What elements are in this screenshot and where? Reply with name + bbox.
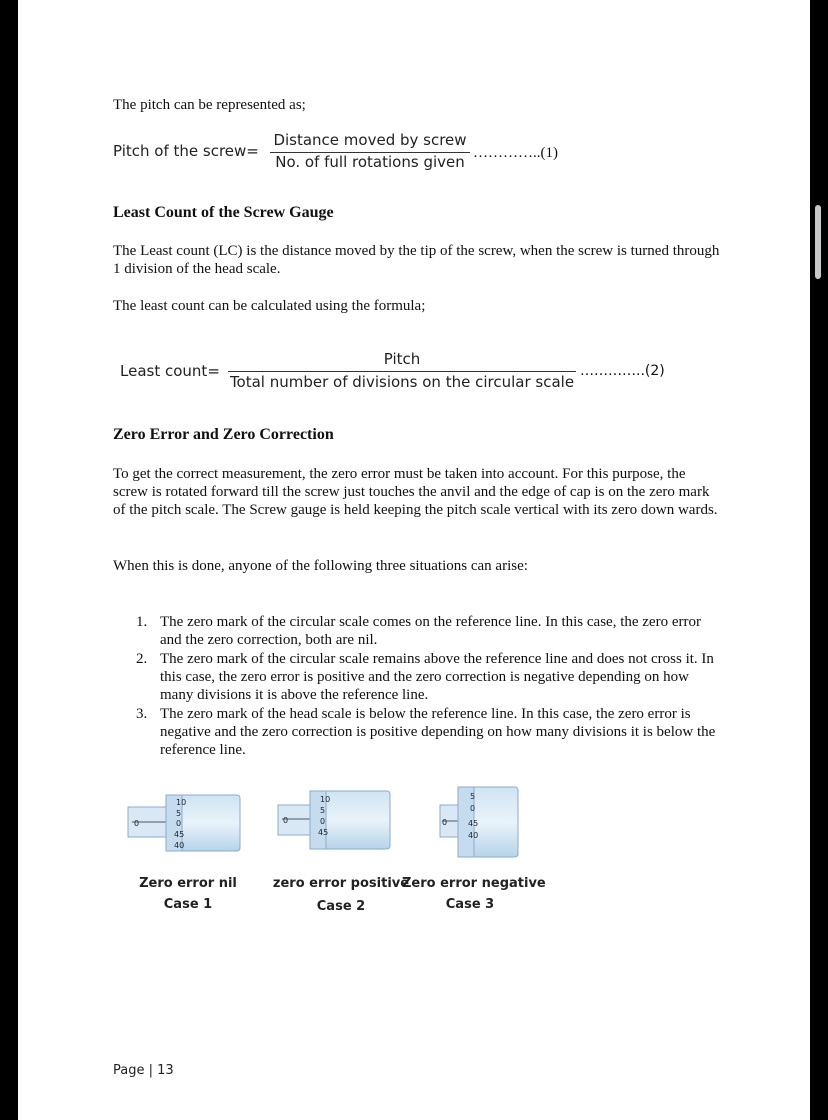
main-scale-zero: 0 (283, 816, 289, 825)
screw-gauge-case1-figure (126, 785, 242, 861)
scale-label: 0 (176, 819, 182, 828)
list-number: 3. (136, 706, 148, 722)
page-number: Page | 13 (113, 1063, 174, 1078)
scale-label: 45 (174, 830, 185, 839)
section2-heading: Zero Error and Zero Correction (113, 426, 334, 443)
list-number: 2. (136, 651, 148, 667)
section2-para2: When this is done, anyone of the following three situations can arise: (113, 558, 528, 574)
scale-label: 5 (470, 792, 476, 801)
formula2-denominator: Total number of divisions on the circular scale (229, 373, 575, 391)
figure3-case: Case 3 (445, 897, 495, 912)
formula2-fraction-bar (228, 371, 576, 372)
vertical-scrollbar[interactable] (815, 205, 821, 279)
document-page (18, 0, 810, 1120)
scale-label: 0 (320, 817, 326, 826)
section1-heading: Least Count of the Screw Gauge (113, 204, 334, 221)
scale-label: 10 (176, 798, 187, 807)
scale-label: 45 (318, 828, 329, 837)
scale-label: 5 (176, 809, 182, 818)
formula1-lhs: Pitch of the screw= (113, 142, 259, 160)
formula2-lhs: Least count= (120, 362, 220, 380)
section1-para1: The Least count (LC) is the distance moved by the tip of the screw, when the screw is turned through 1 division of the head scale. (113, 243, 720, 277)
list-number: 1. (136, 614, 148, 630)
intro-text: The pitch can be represented as; (113, 97, 306, 113)
main-scale-zero: 0 (442, 818, 448, 827)
main-scale-zero: 0 (134, 819, 140, 828)
figure1-caption: Zero error nil (139, 876, 237, 891)
formula2-numerator: Pitch (383, 350, 421, 368)
scale-label: 45 (468, 819, 479, 828)
list-text: The zero mark of the circular scale comes on the reference line. In this case, the zero error and the zero correction, both are nil. (160, 614, 701, 648)
formula1-ref: …………..(1) (473, 145, 558, 161)
section1-para2: The least count can be calculated using the formula; (113, 298, 426, 314)
scale-label: 40 (468, 831, 479, 840)
formula1-denominator: No. of full rotations given (275, 153, 465, 171)
list-text: The zero mark of the circular scale remains above the reference line and does not cross it. In this case, the zero error is positive and the zero correction is negative depending on how many divisions it is above the reference line. (160, 651, 714, 703)
scale-label: 10 (320, 795, 331, 804)
scale-label: 40 (174, 841, 185, 850)
screw-gauge-case3-figure (438, 785, 522, 861)
scale-label: 5 (320, 806, 326, 815)
figure3-caption: Zero error negative (402, 876, 546, 891)
figure2-caption: zero error positive (272, 876, 410, 891)
figure1-case: Case 1 (163, 897, 213, 912)
figure2-case: Case 2 (316, 899, 366, 914)
formula2-ref: …………..(2) (580, 363, 665, 379)
screw-gauge-case2-figure (276, 785, 392, 861)
list-text: The zero mark of the head scale is below the reference line. In this case, the zero error is negative and the zero correction is positive depending on how many divisions it is below the reference line. (160, 706, 716, 758)
scale-label: 0 (470, 804, 476, 813)
formula1-numerator: Distance moved by screw (273, 131, 467, 149)
section2-para1: To get the correct measurement, the zero error must be taken into account. For this purpose, the screw is rotated forward till the screw just touches the anvil and the edge of cap is on the zero mark of the pitch scale. The Screw gauge is held keeping the pitch scale vertical with its zero down wards. (113, 466, 718, 518)
